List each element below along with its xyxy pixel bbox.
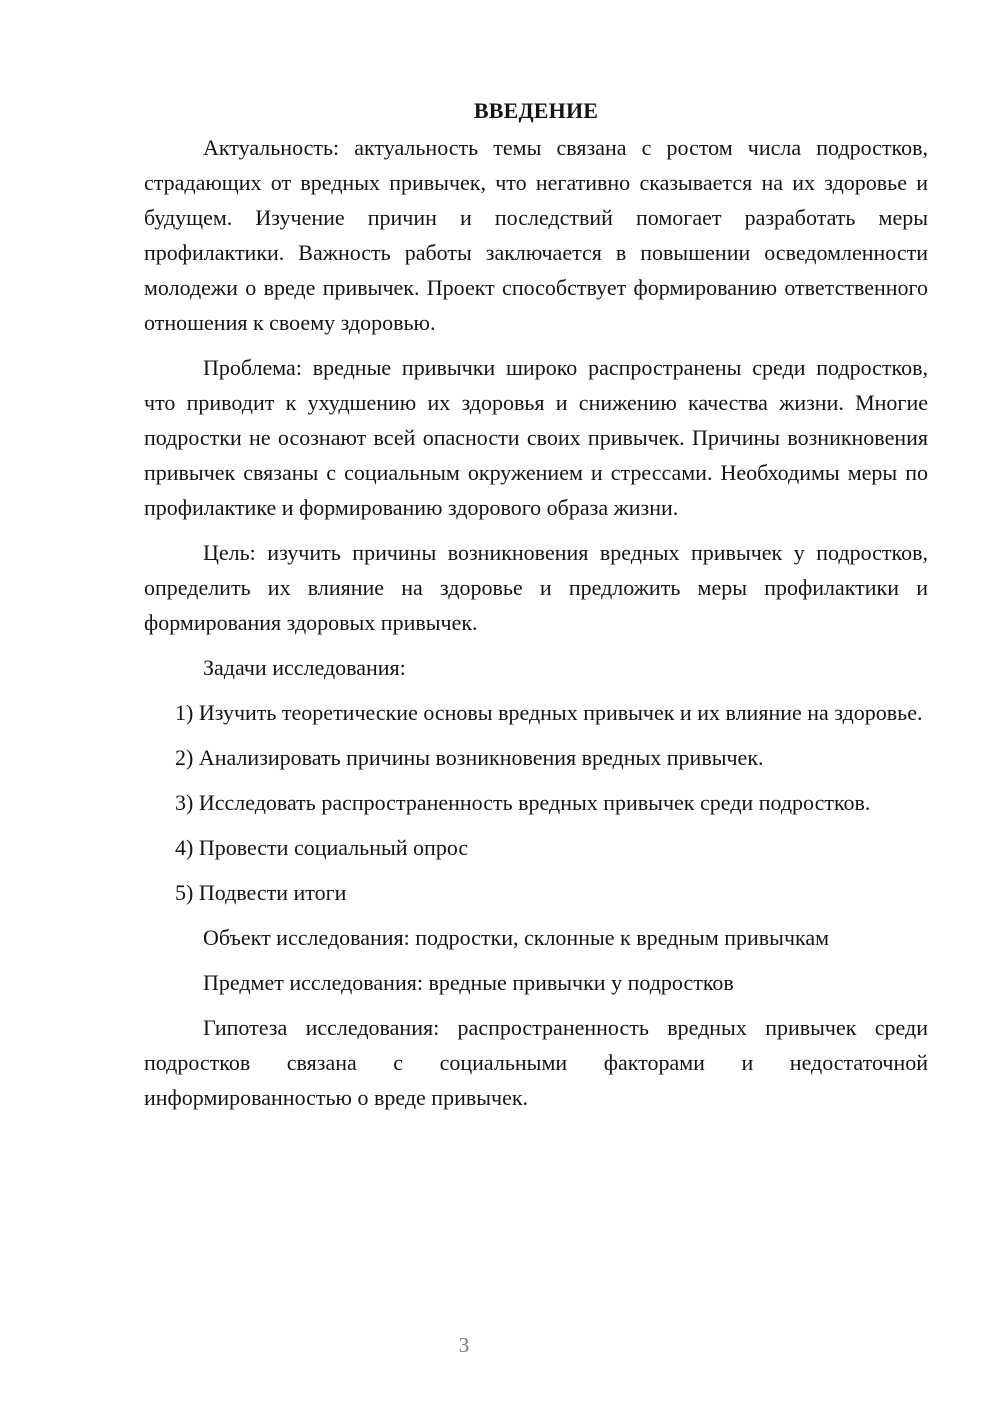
problem-paragraph: Проблема: вредные привычки широко распространены среди подростков, что приводит к ухудшению их здоровья и снижению качества жизни. Многие подростки не осознают всей опасности своих привычек. Причины возникновения привычек связаны с социальным окружением и стрессами. Необходимы меры по профилактике и формированию здорового образа жизни. [144, 355, 928, 520]
task-item-1: 1) Изучить теоретические основы вредных привычек и их влияние на здоровье. [175, 700, 923, 725]
task-item-3: 3) Исследовать распространенность вредных привычек среди подростков. [175, 790, 871, 815]
research-hypothesis: Гипотеза исследования: распространенность вредных привычек среди подростков связана с социальными факторами и недостаточной информированностью о вреде привычек. [144, 1015, 928, 1110]
task-item-5: 5) Подвести итоги [175, 880, 347, 905]
task-item-4: 4) Провести социальный опрос [175, 835, 469, 860]
page-body [144, 96, 928, 1125]
research-object: Объект исследования: подростки, склонные к вредным привычкам [203, 925, 830, 950]
page-number: 3 [458, 1333, 470, 1357]
relevance-paragraph: Актуальность: актуальность темы связана с ростом числа подростков, страдающих от вредных привычек, что негативно сказывается на их здоровье и будущем. Изучение причин и последствий помогает разработать меры профилактики. Важность работы заключается в повышении осведомленности молодежи о вреде привычек. Проект способствует формированию ответственного отношения к своему здоровью. [144, 135, 928, 335]
task-item-2: 2) Анализировать причины возникновения вредных привычек. [175, 745, 764, 770]
goal-paragraph: Цель: изучить причины возникновения вредных привычек у подростков, определить их влияние на здоровье и предложить меры профилактики и формирования здоровых привычек. [144, 540, 928, 635]
section-title: ВВЕДЕНИЕ [473, 98, 599, 123]
tasks-heading: Задачи исследования: [203, 655, 406, 680]
research-subject: Предмет исследования: вредные привычки у подростков [203, 970, 734, 995]
